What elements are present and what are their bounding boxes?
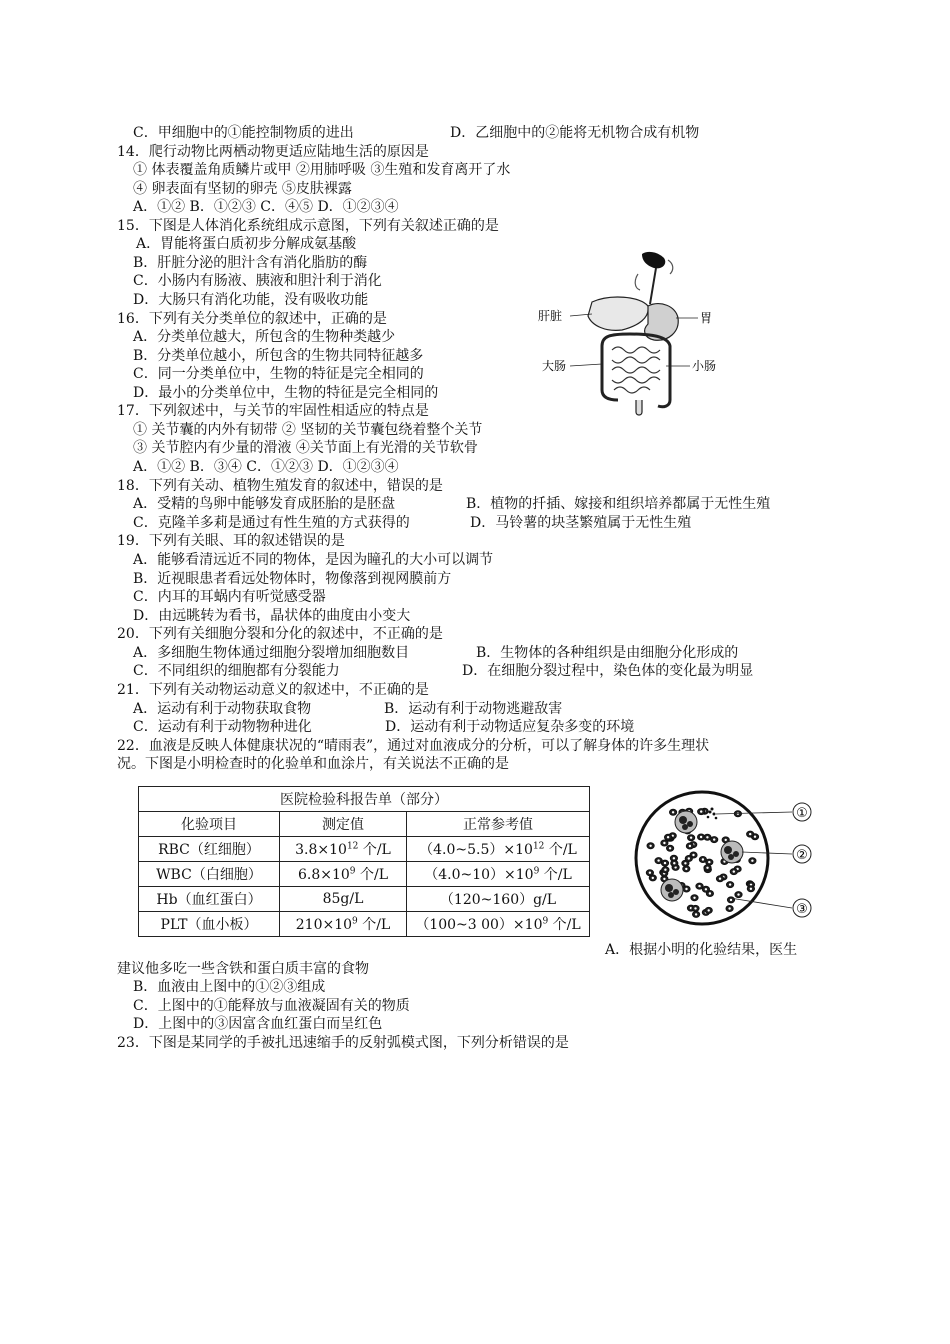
q22-option-b: B．血液由上图中的①②③组成 (133, 979, 326, 995)
red-blood-cell-center (664, 862, 666, 864)
lab-reference: $(4.0\sim 10)\times 10^9$ 个/L (407, 862, 590, 887)
q17-options: A．①② B．③④ C．①②③ D．①②③④ (133, 459, 399, 475)
q19-option-c: C．内耳的耳蜗内有听觉感受器 (133, 589, 326, 605)
table-row (139, 912, 590, 937)
q13-option-c: C．甲细胞中的①能控制物质的进出 (133, 125, 354, 141)
red-blood-cell-center (663, 878, 665, 880)
red-blood-cell-center (733, 870, 735, 872)
red-blood-cell-center (695, 913, 697, 915)
q17-stem: 17．下列叙述中，与关节的牢固性相适应的特点是 (117, 403, 429, 419)
q18-option-c: C．克隆羊多莉是通过有性生殖的方式获得的 (133, 515, 410, 531)
lab-header-item: 化验项目 (139, 812, 280, 837)
lab-item: RBC（红细胞） (139, 837, 280, 862)
q16-option-a: A．分类单位越大，所包含的生物种类越少 (133, 329, 396, 345)
q15-option-c: C．小肠内有肠液、胰液和胆汁利于消化 (133, 273, 382, 289)
red-blood-cell-center (706, 836, 708, 838)
red-blood-cell-center (725, 839, 727, 841)
lab-value: $3.8\times 10^{12}$ 个/L (280, 837, 407, 862)
table-row (139, 862, 590, 887)
q15-option-d: D．大肠只有消化功能，没有吸收功能 (133, 292, 369, 308)
red-blood-cell-center (728, 907, 730, 909)
liver-label: 肝脏 (538, 309, 563, 323)
q22-stem-2: 况。下图是小明检查时的化验单和血涂片，有关说法不正确的是 (117, 756, 509, 772)
lab-report-caption: 医院检验科报告单（部分） (139, 787, 590, 812)
red-blood-cell-center (664, 869, 666, 871)
white-blood-cell (721, 841, 743, 863)
q15-option-b: B．肝脏分泌的胆汁含有消化脂肪的酶 (133, 255, 368, 271)
q16-option-c: C．同一分类单位中，生物的特征是完全相同的 (133, 366, 424, 382)
q22-option-a-1: A．根据小明的化验结果，医生 (605, 942, 798, 958)
red-blood-cell-center (684, 862, 686, 864)
red-blood-cell-center (708, 909, 710, 911)
q17-items-2: ③ 关节腔内有少量的滑液 ④关节面上有光滑的关节软骨 (133, 440, 478, 456)
q18-option-b: B．植物的扦插、嫁接和组织培养都属于无性生殖 (466, 496, 771, 512)
q15-stem: 15．下图是人体消化系统组成示意图，下列有关叙述正确的是 (117, 218, 499, 234)
white-blood-cell (675, 811, 697, 833)
q21-option-b: B．运动有利于动物逃避敌害 (384, 701, 563, 717)
lab-reference: $(4.0\sim 5.5)\times 10^{12}$ 个/L (407, 837, 590, 862)
lab-value: $6.8\times 10^9$ 个/L (280, 862, 407, 887)
q14-stem: 14．爬行动物比两栖动物更适应陆地生活的原因是 (117, 144, 429, 160)
q23-stem: 23．下图是某同学的手被扎迅速缩手的反射弧模式图，下列分析错误的是 (117, 1035, 569, 1051)
lab-item: Hb（血红蛋白） (139, 887, 280, 912)
red-blood-cell-center (698, 885, 700, 887)
red-blood-cell-center (689, 845, 691, 847)
q15-option-a: A．胃能将蛋白质初步分解成氨基酸 (136, 236, 357, 252)
red-blood-cell-center (750, 888, 752, 890)
red-blood-cell-center (713, 838, 715, 840)
lab-report-table (138, 786, 590, 937)
red-blood-cell-center (667, 836, 669, 838)
stomach-label: 胃 (700, 311, 713, 325)
red-blood-cell-center (708, 861, 710, 863)
red-blood-cell-center (730, 899, 732, 901)
q18-option-a: A．受精的鸟卵中能够发育成胚胎的是胚盘 (133, 496, 396, 512)
q21-option-c: C．运动有利于动物物种进化 (133, 719, 312, 735)
red-blood-cell-center (706, 867, 708, 869)
table-row (139, 887, 590, 912)
smear-label-3: ③ (796, 902, 808, 917)
red-blood-cell-center (649, 872, 651, 874)
red-blood-cell-center (694, 907, 696, 909)
red-blood-cell-center (673, 857, 675, 859)
small-intestine-label: 小肠 (692, 359, 717, 373)
red-blood-cell-center (685, 868, 687, 870)
red-blood-cell-center (702, 858, 704, 860)
q19-stem: 19．下列有关眼、耳的叙述错误的是 (117, 533, 345, 549)
q16-option-b: B．分类单位越小，所包含的生物共同特征越多 (133, 348, 424, 364)
white-blood-cell (661, 879, 683, 901)
lab-value: $210\times 10^9$ 个/L (280, 912, 407, 937)
blood-smear-figure (630, 790, 830, 930)
q21-option-d: D．运动有利于动物适应复杂多变的环境 (385, 719, 635, 735)
q16-option-d: D．最小的分类单位中，生物的特征是完全相同的 (133, 385, 439, 401)
q20-option-c: C．不同组织的细胞都有分裂能力 (133, 663, 340, 679)
red-blood-cell-center (705, 888, 707, 890)
red-blood-cell-center (685, 888, 687, 890)
red-blood-cell-center (754, 836, 756, 838)
q14-options: A．①② B．①②③ C．④⑤ D．①②③④ (133, 199, 399, 215)
lab-reference: （100~3 $00)\times 10^9$ 个/L (407, 912, 590, 937)
q22-option-c: C．上图中的①能释放与血液凝固有关的物质 (133, 998, 410, 1014)
lab-value: 85g/L (280, 887, 407, 912)
red-blood-cell-center (690, 837, 692, 839)
q22-stem-1: 22．血液是反映人体健康状况的“晴雨表”，通过对血液成分的分析，可以了解身体的许多生理状 (117, 738, 710, 754)
q20-option-d: D．在细胞分裂过程中，染色体的变化最为明显 (462, 663, 754, 679)
q17-items-1: ① 关节囊的内外有韧带 ② 坚韧的关节囊包绕着整个关节 (133, 422, 483, 438)
q20-option-a: A．多细胞生物体通过细胞分裂增加细胞数目 (133, 645, 410, 661)
red-blood-cell-center (649, 845, 651, 847)
lab-item: PLT（血小板） (139, 912, 280, 937)
smear-label-1: ① (796, 806, 808, 821)
red-blood-cell-center (663, 842, 665, 844)
q21-option-a: A．运动有利于动物获取食物 (133, 701, 312, 717)
q16-stem: 16．下列有关分类单位的叙述中，正确的是 (117, 311, 387, 327)
q14-items-1: ① 体表覆盖角质鳞片或甲 ②用肺呼吸 ③生殖和发育离开了水 (133, 162, 511, 178)
red-blood-cell-center (657, 859, 659, 861)
red-blood-cell-center (688, 857, 690, 859)
red-blood-cell-center (652, 877, 654, 879)
red-blood-cell-center (669, 847, 671, 849)
red-blood-cell-center (673, 862, 675, 864)
q22-option-a-2: 建议他多吃一些含铁和蛋白质丰富的食物 (117, 961, 369, 977)
q21-stem: 21．下列有关动物运动意义的叙述中，不正确的是 (117, 682, 429, 698)
q20-stem: 20．下列有关细胞分裂和分化的叙述中，不正确的是 (117, 626, 443, 642)
lab-item: WBC（白细胞） (139, 862, 280, 887)
q22-option-d: D．上图中的③因富含血红蛋白而呈红色 (133, 1016, 383, 1032)
table-row (139, 837, 590, 862)
q19-option-b: B．近视眼患者看远处物体时，物像落到视网膜前方 (133, 571, 452, 587)
q19-option-d: D．由远眺转为看书，晶状体的曲度由小变大 (133, 608, 411, 624)
lab-reference: （120~160）g/L (407, 887, 590, 912)
red-blood-cell-center (737, 893, 739, 895)
red-blood-cell-center (692, 854, 694, 856)
red-blood-cell-center (749, 833, 751, 835)
smear-label-2: ② (796, 848, 808, 863)
digestive-system-figure (530, 250, 730, 418)
red-blood-cell-center (719, 878, 721, 880)
red-blood-cell-center (709, 892, 711, 894)
q18-option-d: D．马铃薯的块茎繁殖属于无性生殖 (470, 515, 692, 531)
q14-items-2: ④ 卵表面有坚韧的卵壳 ⑤皮肤裸露 (133, 181, 352, 197)
q18-stem: 18．下列有关动、植物生殖发育的叙述中，错误的是 (117, 478, 443, 494)
q13-option-d: D．乙细胞中的②能将无机物合成有机物 (450, 125, 700, 141)
red-blood-cell-center (729, 883, 731, 885)
lab-header-value: 测定值 (280, 812, 407, 837)
red-blood-cell-center (700, 836, 702, 838)
q19-option-a: A．能够看清远近不同的物体，是因为瞳孔的大小可以调节 (133, 552, 494, 568)
large-intestine-label: 大肠 (542, 359, 567, 373)
q20-option-b: B．生物体的各种组织是由细胞分化形成的 (476, 645, 739, 661)
red-blood-cell-center (751, 860, 753, 862)
red-blood-cell-center (693, 897, 695, 899)
red-blood-cell-center (672, 811, 674, 813)
red-blood-cell-center (700, 810, 702, 812)
lab-header-reference: 正常参考值 (407, 812, 590, 837)
